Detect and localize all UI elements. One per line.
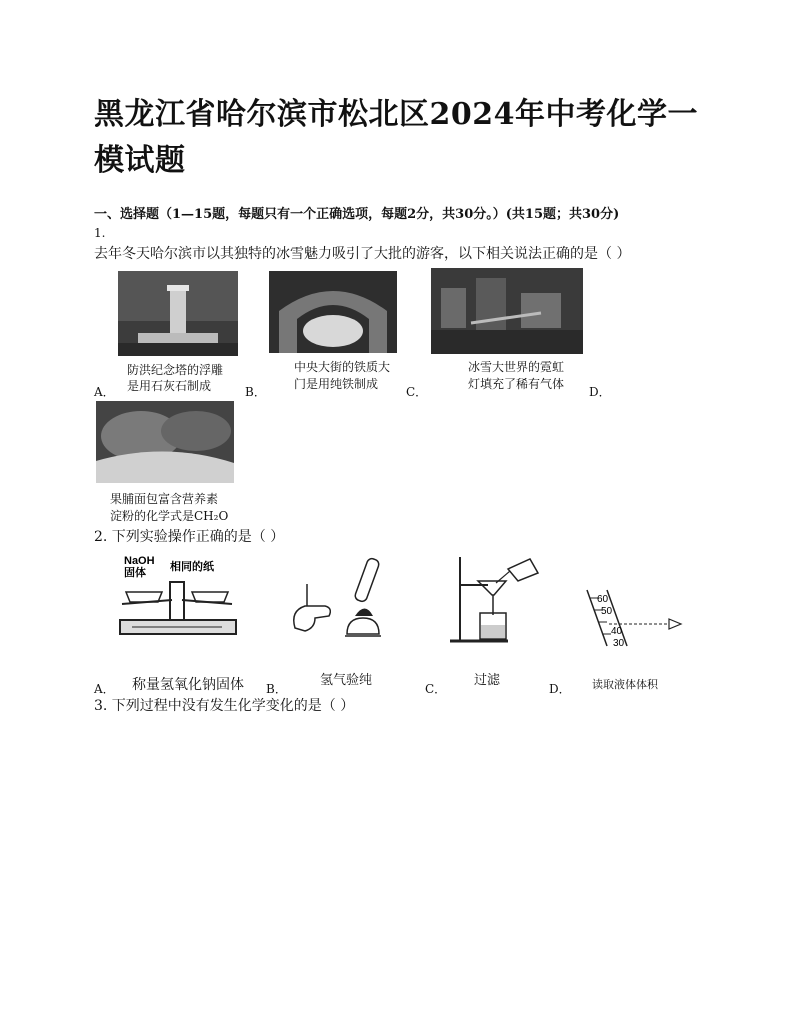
tick-40: 40 <box>611 626 623 637</box>
balance-illustration <box>112 552 242 647</box>
q1-caption-b-line1: 中央大街的铁质大 <box>294 360 391 374</box>
q1-caption-c-line1: 冰雪大世界的霓虹 <box>468 360 565 374</box>
q1-option-a-label[interactable]: A． <box>94 385 115 399</box>
q1-option-d-label[interactable]: D． <box>589 385 611 399</box>
q1-caption-d-line2: 淀粉的化学式是CH₂O <box>110 509 229 523</box>
section-header: 一、选择题（1—15题，每题只有一个正确选项，每题2分，共30分。）(共15题；共30分) <box>94 207 620 222</box>
q2-caption-d: 读取液体体积 <box>592 678 658 691</box>
q1-photo-b <box>269 271 397 353</box>
naoh-label: NaOH <box>124 555 155 567</box>
flood-monument-image <box>118 271 238 356</box>
q1-caption-c-line2: 灯填充了稀有气体 <box>468 377 565 391</box>
q1-option-c-label[interactable]: C． <box>406 385 428 399</box>
q2-option-d-label[interactable]: D． <box>549 682 571 696</box>
q2-option-c-label[interactable]: C． <box>425 682 447 696</box>
q2-option-a-label[interactable]: A． <box>94 682 115 696</box>
hydrogen-test-illustration <box>285 556 395 646</box>
q1-caption-d-line1: 果脯面包富含营养素 <box>110 492 219 506</box>
same-paper-label: 相同的纸 <box>170 561 214 573</box>
q1-photo-d <box>96 401 234 483</box>
q2-caption-b: 氢气验纯 <box>320 673 373 688</box>
q1-caption-a-line1: 防洪纪念塔的浮雕 <box>127 363 224 377</box>
tick-60: 60 <box>597 594 609 605</box>
q2-text: 2. 下列实验操作正确的是（ ） <box>94 529 285 545</box>
q2-caption-c: 过滤 <box>474 673 501 688</box>
q1-photo-c <box>431 268 583 354</box>
iron-gate-image <box>269 271 397 353</box>
q1-text: 去年冬天哈尔滨市以其独特的冰雪魅力吸引了大批的游客，以下相关说法正确的是（ ） <box>94 246 631 262</box>
q1-caption-b-line2: 门是用纯铁制成 <box>294 377 379 391</box>
q2-caption-a: 称量氢氧化钠固体 <box>132 677 244 693</box>
q3-text: 3. 下列过程中没有发生化学变化的是（ ） <box>94 698 355 714</box>
q2-option-b-label[interactable]: B． <box>266 682 287 696</box>
q1-photo-a <box>118 271 238 356</box>
page-title: 黑龙江省哈尔滨市松北区2024年中考化学一模试题 <box>94 97 698 178</box>
q1-caption-a-line2: 是用石灰石制成 <box>127 379 212 393</box>
q1-number: 1. <box>94 226 106 240</box>
filtration-illustration <box>448 555 548 647</box>
cylinder-reading-illustration <box>585 588 685 650</box>
tick-30: 30 <box>613 638 625 649</box>
bread-image <box>96 401 234 483</box>
solid-label: 固体 <box>124 567 146 579</box>
ice-world-image <box>431 268 583 354</box>
tick-50: 50 <box>601 606 613 617</box>
q1-option-b-label[interactable]: B． <box>245 385 266 399</box>
